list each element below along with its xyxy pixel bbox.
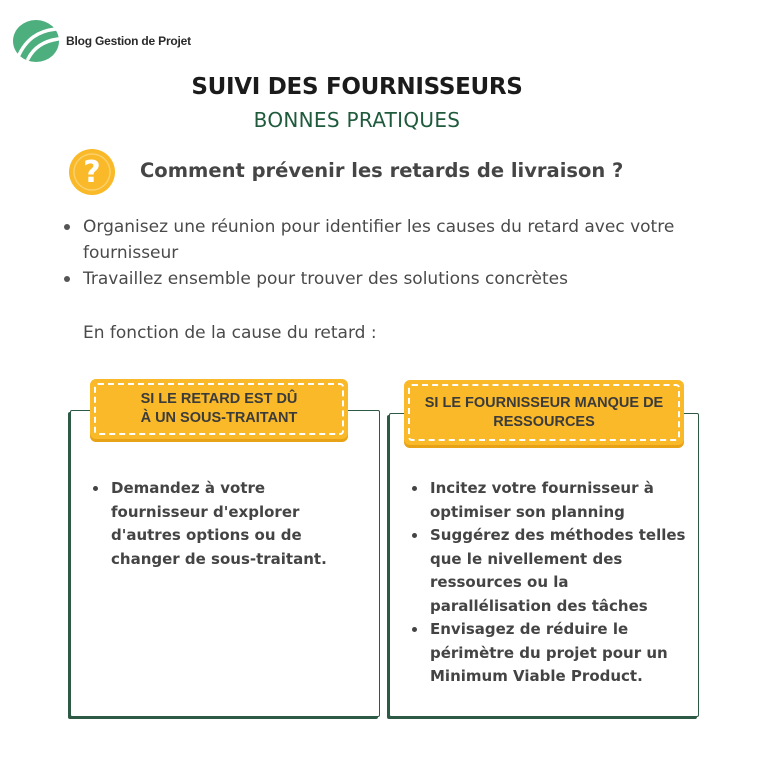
list-item: Organisez une réunion pour identifier les causes du retard avec votre fournisseur — [62, 214, 742, 266]
tag-line-2: À UN SOUS-TRAITANT — [140, 410, 298, 426]
tag-line-2: RESSOURCES — [493, 413, 595, 430]
card-tag-resources — [404, 380, 684, 445]
list-item: Envisagez de réduire le périmètre du projet pour un Minimum Viable Product. — [410, 618, 692, 689]
list-item: Travaillez ensemble pour trouver des solutions concrètes — [62, 266, 742, 292]
page-subtitle: BONNES PRATIQUES — [253, 108, 461, 132]
tag-line-1: SI LE RETARD EST DÛ — [140, 391, 298, 407]
card-list-subcontractor — [91, 477, 351, 571]
card-list-resources — [410, 477, 692, 689]
main-bullet-list — [62, 214, 742, 292]
list-item: Suggérez des méthodes telles que le nivellement des ressources ou la parallélisation des tâches — [410, 524, 692, 618]
brand-logo — [12, 19, 191, 63]
brand-name: Blog Gestion de Projet — [66, 34, 191, 48]
question-heading: Comment prévenir les retards de livraison ? — [140, 159, 624, 182]
leaf-logo-icon — [12, 19, 60, 63]
tag-line-1: SI LE FOURNISSEUR MANQUE DE — [424, 394, 664, 411]
svg-text:?: ? — [83, 155, 101, 190]
list-item: Demandez à votre fournisseur d'explorer d'autres options ou de changer de sous-traitant. — [91, 477, 351, 571]
card-tag-label — [425, 394, 663, 432]
question-mark-icon — [68, 148, 116, 200]
list-item: Incitez votre fournisseur à optimiser son planning — [410, 477, 692, 524]
page-title: SUIVI DES FOURNISSEURS — [191, 74, 523, 100]
intro-text: En fonction de la cause du retard : — [83, 323, 377, 343]
card-tag-label — [141, 390, 298, 428]
card-tag-subcontractor — [90, 379, 348, 439]
